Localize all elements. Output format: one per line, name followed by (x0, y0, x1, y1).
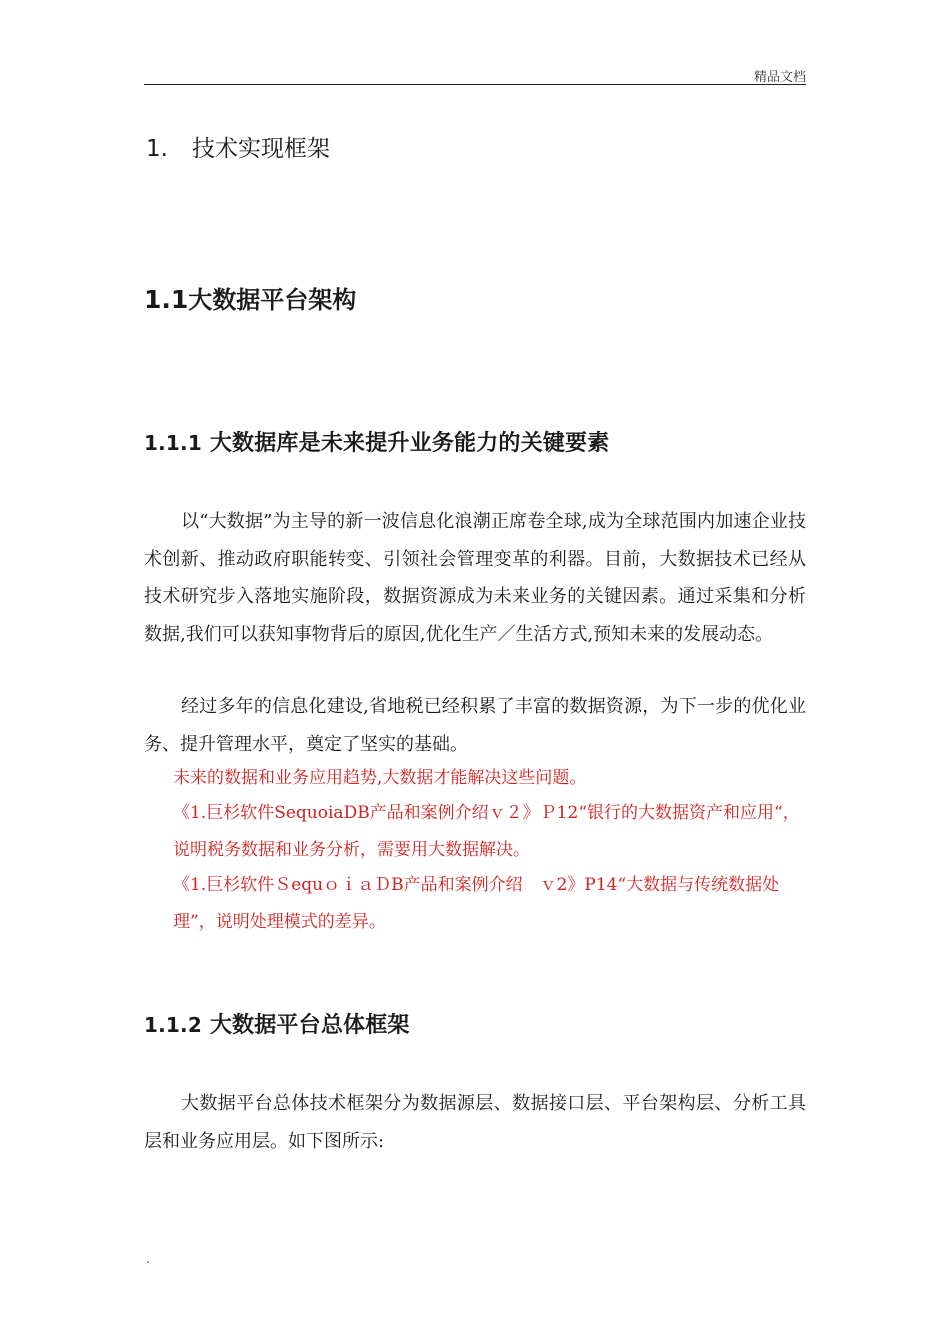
annotation-note: 《1.巨杉软件ＳequｏｉａＤB产品和案例介绍 ｖ2》P14“大数据与传统数据处理”，说明处理模式的差异。 (173, 875, 780, 932)
section-title: 大数据平台架构 (188, 286, 357, 314)
section-heading-1-1-2 (144, 1008, 410, 1039)
body-paragraph (144, 1085, 806, 1160)
body-paragraph (144, 688, 806, 763)
section-title: 大数据库是未来提升业务能力的关键要素 (209, 431, 610, 456)
annotation-note: 未来的数据和业务应用趋势,大数据才能解决这些问题。 (173, 768, 587, 788)
header-label: 精品文档 (753, 70, 806, 85)
section-heading-1-1-1 (144, 426, 609, 457)
section-title: 大数据平台总体框架 (209, 1013, 410, 1038)
header-divider (144, 84, 806, 85)
paragraph-text: 以“大数据”为主导的新一波信息化浪潮正席卷全球,成为全球范围内加速企业技术创新、推动政府职能转变、引领社会管理变革的利器。目前，大数据技术已经从技术研究步入落地实施阶段，数据资源成为未来业务的关键因素。通过采集和分析数据,我们可以获知事物背后的原因,优化生产／生活方式,预知未来的发展动态。 (144, 511, 806, 645)
paragraph-text: 经过多年的信息化建设,省地税已经积累了丰富的数据资源，为下一步的优化业务、提升管理水平，奠定了坚实的基础。 (144, 696, 806, 755)
section-number: 1.1 (144, 285, 189, 314)
section-number: 1. (146, 136, 168, 162)
section-title: 技术实现框架 (191, 136, 330, 162)
section-number: 1.1.1 (144, 431, 202, 455)
paragraph-text: 大数据平台总体技术框架分为数据源层、数据接口层、平台架构层、分析工具层和业务应用层。如下图所示: (144, 1093, 806, 1152)
annotation-note: 《1.巨杉软件SequoiaDB产品和案例介绍ｖ２》Ｐ12“银行的大数据资产和应用“，说明税务数据和业务分析，需要用大数据解决。 (173, 803, 800, 860)
section-number: 1.1.2 (144, 1013, 202, 1037)
footer-mark: . (146, 1252, 150, 1266)
section-heading-1 (146, 130, 330, 163)
section-heading-1-1 (144, 280, 356, 315)
body-paragraph (144, 503, 806, 653)
